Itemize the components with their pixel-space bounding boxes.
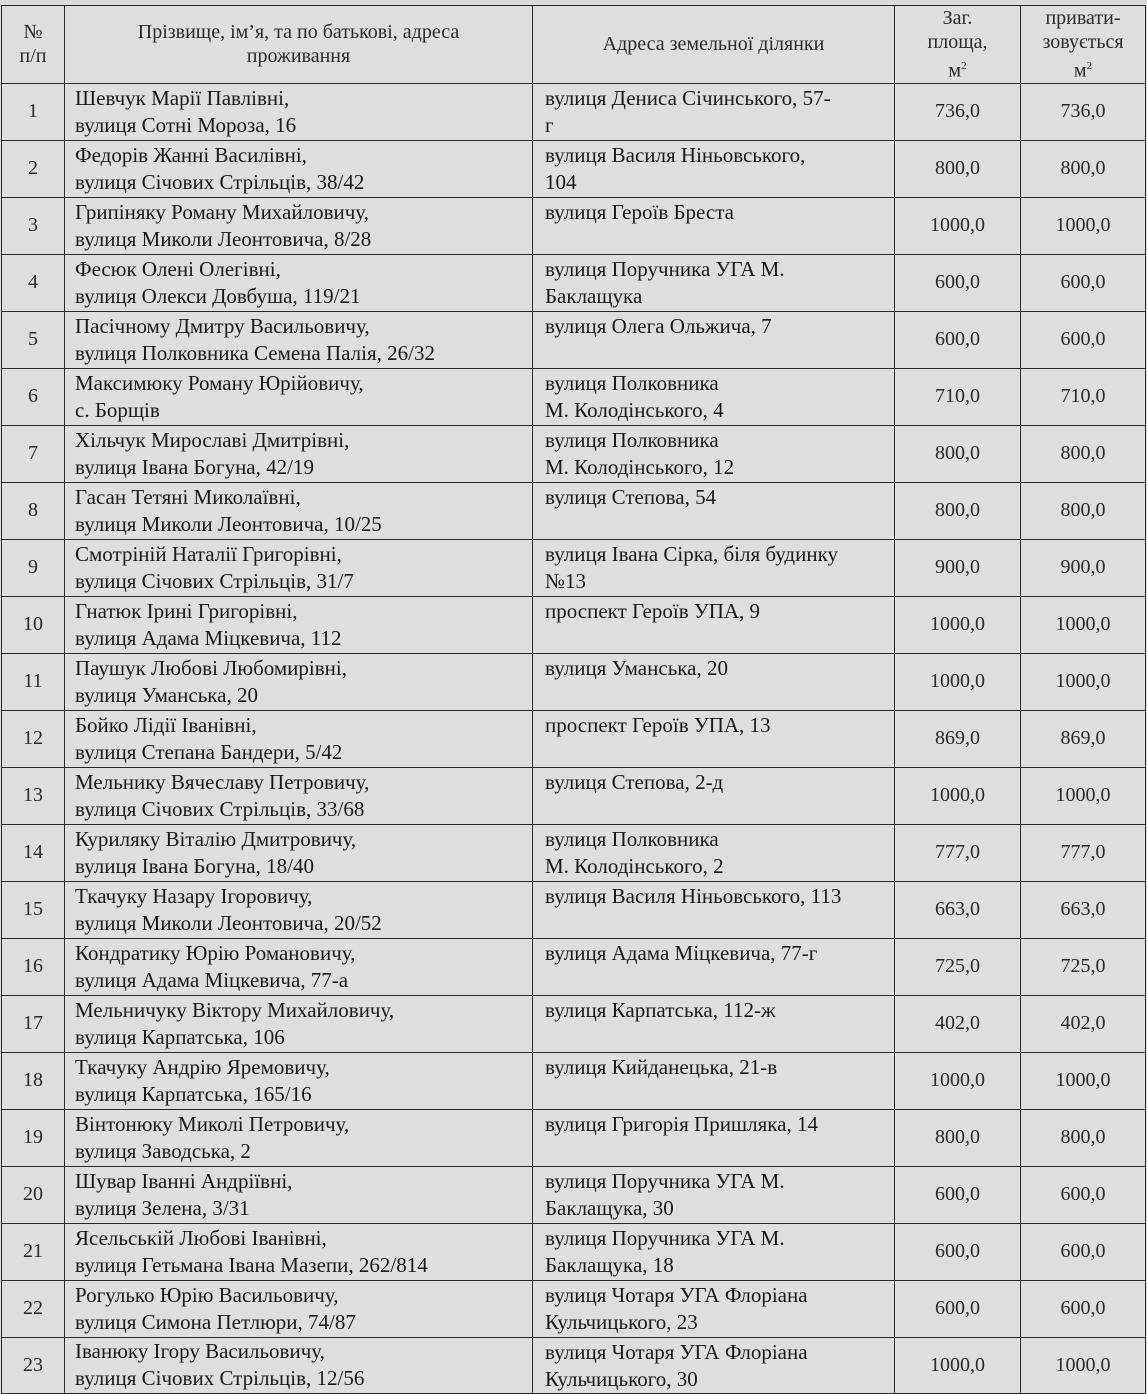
person-name: Мельнику Вячеславу Петровичу,	[75, 769, 370, 794]
row-total-area: 1000,0	[895, 1337, 1021, 1393]
header-name	[65, 6, 533, 84]
person-name: Фесюк Олені Олегівні,	[75, 256, 281, 281]
row-total-area: 600,0	[895, 311, 1021, 368]
plot-address-line1: вулиця Адама Міцкевича, 77-г	[545, 940, 818, 965]
row-total-area: 900,0	[895, 539, 1021, 596]
plot-address-line1: вулиця Григорія Пришляка, 14	[545, 1111, 818, 1136]
row-privatized-area: 800,0	[1021, 482, 1146, 539]
plot-address-line1: вулиця Степова, 54	[545, 484, 717, 509]
row-person	[65, 653, 533, 710]
row-plot-address	[533, 1337, 895, 1393]
row-plot-address	[533, 1109, 895, 1166]
plot-address-line2: 104	[545, 169, 577, 194]
row-number: 17	[2, 995, 65, 1052]
header-number-line1: №	[23, 21, 43, 44]
row-plot-address	[533, 653, 895, 710]
row-person	[65, 1280, 533, 1337]
table-row	[2, 710, 1146, 767]
row-plot-address	[533, 83, 895, 140]
row-person	[65, 311, 533, 368]
land-plots-table	[1, 5, 1146, 1394]
person-residence: вулиця Степана Бандери, 5/42	[75, 739, 343, 764]
row-person	[65, 995, 533, 1052]
plot-address-line1: вулиця Чотаря УГА Флоріана	[545, 1339, 808, 1364]
table-row	[2, 881, 1146, 938]
plot-address-line1: вулиця Героїв Бреста	[545, 199, 734, 224]
row-number: 18	[2, 1052, 65, 1109]
row-number: 19	[2, 1109, 65, 1166]
row-privatized-area: 736,0	[1021, 83, 1146, 140]
row-number: 15	[2, 881, 65, 938]
header-priv-unit	[1021, 54, 1145, 83]
row-number: 8	[2, 482, 65, 539]
person-residence: вулиця Січових Стрільців, 31/7	[75, 568, 354, 593]
row-person	[65, 1166, 533, 1223]
row-privatized-area: 869,0	[1021, 710, 1146, 767]
plot-address-line2: №13	[545, 568, 587, 593]
row-number: 20	[2, 1166, 65, 1223]
row-privatized-area: 900,0	[1021, 539, 1146, 596]
row-number: 4	[2, 254, 65, 311]
table-row	[2, 653, 1146, 710]
row-number: 2	[2, 140, 65, 197]
person-residence: вулиця Зелена, 3/31	[75, 1195, 250, 1220]
person-residence: вулиця Полковника Семена Палія, 26/32	[75, 340, 435, 365]
table-row	[2, 539, 1146, 596]
plot-address-line1: вулиця Полковника	[545, 826, 719, 851]
table-body	[2, 83, 1146, 1393]
row-plot-address	[533, 710, 895, 767]
row-plot-address	[533, 197, 895, 254]
person-residence: вулиця Січових Стрільців, 38/42	[75, 169, 365, 194]
row-plot-address	[533, 596, 895, 653]
header-total-unit-text: м	[948, 59, 962, 82]
plot-address-line1: проспект Героїв УПА, 9	[545, 598, 761, 623]
person-name: Кондратику Юрію Романовичу,	[75, 940, 356, 965]
row-number: 14	[2, 824, 65, 881]
row-person	[65, 1223, 533, 1280]
row-plot-address	[533, 938, 895, 995]
plot-address-line1: вулиця Івана Сірка, біля будинку	[545, 541, 838, 566]
row-plot-address	[533, 995, 895, 1052]
row-number: 13	[2, 767, 65, 824]
row-plot-address	[533, 140, 895, 197]
header-total-unit	[895, 54, 1020, 83]
plot-address-line1: вулиця Поручника УГА М.	[545, 1168, 785, 1193]
row-total-area: 800,0	[895, 482, 1021, 539]
person-name: Ясельській Любові Іванівні,	[75, 1225, 327, 1250]
person-name: Гнатюк Ірині Григорівні,	[75, 598, 298, 623]
row-privatized-area: 402,0	[1021, 995, 1146, 1052]
table-row	[2, 1337, 1146, 1393]
table-row	[2, 938, 1146, 995]
person-residence: вулиця Адама Міцкевича, 112	[75, 625, 342, 650]
row-person	[65, 881, 533, 938]
row-person	[65, 1109, 533, 1166]
header-number-line2: п/п	[19, 45, 47, 68]
plot-address-line2: М. Колодінського, 12	[545, 454, 735, 479]
row-privatized-area: 1000,0	[1021, 1337, 1146, 1393]
plot-address-line1: вулиця Кийданецька, 21-в	[545, 1054, 778, 1079]
table-row	[2, 140, 1146, 197]
row-total-area: 800,0	[895, 425, 1021, 482]
row-number: 16	[2, 938, 65, 995]
person-residence: вулиця Івана Богуна, 42/19	[75, 454, 314, 479]
row-person	[65, 938, 533, 995]
person-name: Пасічному Дмитру Васильовичу,	[75, 313, 370, 338]
table-row	[2, 425, 1146, 482]
header-priv-unit-sup: 2	[1086, 60, 1093, 72]
row-number: 12	[2, 710, 65, 767]
row-total-area: 600,0	[895, 1166, 1021, 1223]
person-residence: вулиця Миколи Леонтовича, 8/28	[75, 226, 372, 251]
person-name: Шевчук Марії Павлівні,	[75, 85, 290, 110]
row-number: 7	[2, 425, 65, 482]
row-person	[65, 596, 533, 653]
plot-address-line1: вулиця Карпатська, 112-ж	[545, 997, 776, 1022]
header-name-line1: Прізвище, ім’я, та по батькові, адреса	[137, 21, 460, 44]
row-number: 9	[2, 539, 65, 596]
plot-address-line2: М. Колодінського, 4	[545, 397, 724, 422]
row-number: 23	[2, 1337, 65, 1393]
table-row	[2, 1109, 1146, 1166]
row-number: 22	[2, 1280, 65, 1337]
row-plot-address	[533, 482, 895, 539]
row-plot-address	[533, 425, 895, 482]
row-privatized-area: 1000,0	[1021, 596, 1146, 653]
row-privatized-area: 1000,0	[1021, 1052, 1146, 1109]
person-residence: вулиця Миколи Леонтовича, 20/52	[75, 910, 382, 935]
row-person	[65, 254, 533, 311]
plot-address-line1: вулиця Олега Ольжича, 7	[545, 313, 772, 338]
row-privatized-area: 777,0	[1021, 824, 1146, 881]
table-row	[2, 1223, 1146, 1280]
header-total-line1: Заг.	[942, 7, 973, 29]
person-name: Бойко Лідії Іванівні,	[75, 712, 257, 737]
header-plot-address-text: Адреса земельної ділянки	[602, 33, 825, 56]
row-plot-address	[533, 1052, 895, 1109]
row-privatized-area: 725,0	[1021, 938, 1146, 995]
person-residence: вулиця Гетьмана Івана Мазепи, 262/814	[75, 1252, 428, 1277]
table-row	[2, 1280, 1146, 1337]
plot-address-line2: М. Колодінського, 2	[545, 853, 724, 878]
row-privatized-area: 710,0	[1021, 368, 1146, 425]
person-residence: вулиця Івана Богуна, 18/40	[75, 853, 314, 878]
plot-address-line1: вулиця Поручника УГА М.	[545, 256, 785, 281]
person-name: Ткачуку Андрію Яремовичу,	[75, 1054, 330, 1079]
row-total-area: 402,0	[895, 995, 1021, 1052]
row-person	[65, 767, 533, 824]
header-number	[2, 6, 65, 84]
row-number: 10	[2, 596, 65, 653]
person-residence: вулиця Заводська, 2	[75, 1138, 251, 1163]
table-header	[2, 6, 1146, 84]
table-row	[2, 767, 1146, 824]
table-row	[2, 254, 1146, 311]
plot-address-line1: вулиця Полковника	[545, 427, 719, 452]
table-row	[2, 995, 1146, 1052]
row-privatized-area: 1000,0	[1021, 197, 1146, 254]
row-person	[65, 482, 533, 539]
row-plot-address	[533, 767, 895, 824]
row-total-area: 663,0	[895, 881, 1021, 938]
header-row	[2, 6, 1146, 84]
person-name: Вінтонюку Миколі Петровичу,	[75, 1111, 350, 1136]
row-plot-address	[533, 254, 895, 311]
plot-address-line1: вулиця Поручника УГА М.	[545, 1225, 785, 1250]
person-name: Рогулько Юрію Васильовичу,	[75, 1282, 339, 1307]
row-person	[65, 368, 533, 425]
plot-address-line1: вулиця Степова, 2-д	[545, 769, 724, 794]
table-row	[2, 83, 1146, 140]
person-name: Максимюку Роману Юрійовичу,	[75, 370, 364, 395]
plot-address-line2: вулиця Уманська, 20	[545, 655, 728, 680]
person-residence: вулиця Січових Стрільців, 12/56	[75, 1366, 365, 1391]
row-plot-address	[533, 311, 895, 368]
table-row	[2, 1166, 1146, 1223]
row-person	[65, 1337, 533, 1393]
row-privatized-area: 600,0	[1021, 1280, 1146, 1337]
header-privatized-area	[1021, 6, 1146, 84]
row-total-area: 1000,0	[895, 1052, 1021, 1109]
row-total-area: 736,0	[895, 83, 1021, 140]
plot-address-line1: вулиця Чотаря УГА Флоріана	[545, 1282, 808, 1307]
header-priv-unit-text: м	[1073, 59, 1087, 82]
person-residence: с. Борщів	[75, 397, 160, 422]
table-row	[2, 824, 1146, 881]
row-person	[65, 83, 533, 140]
row-plot-address	[533, 368, 895, 425]
row-person	[65, 197, 533, 254]
person-residence: вулиця Карпатська, 106	[75, 1024, 285, 1049]
plot-address-line2: Баклащука, 18	[545, 1252, 674, 1277]
row-total-area: 777,0	[895, 824, 1021, 881]
header-name-line2: проживання	[246, 45, 351, 68]
row-number: 11	[2, 653, 65, 710]
table-row	[2, 368, 1146, 425]
row-privatized-area: 800,0	[1021, 425, 1146, 482]
table-row	[2, 596, 1146, 653]
row-person	[65, 710, 533, 767]
row-total-area: 600,0	[895, 1223, 1021, 1280]
row-plot-address	[533, 539, 895, 596]
row-person	[65, 1052, 533, 1109]
table-row	[2, 311, 1146, 368]
row-person	[65, 425, 533, 482]
header-total-line2: площа,	[927, 31, 988, 53]
row-total-area: 1000,0	[895, 767, 1021, 824]
person-name: Паушук Любові Любомирівні,	[75, 655, 347, 680]
row-privatized-area: 600,0	[1021, 311, 1146, 368]
row-total-area: 600,0	[895, 254, 1021, 311]
person-residence: вулиця Сотні Мороза, 16	[75, 112, 297, 137]
row-number: 21	[2, 1223, 65, 1280]
table-row	[2, 482, 1146, 539]
row-total-area: 710,0	[895, 368, 1021, 425]
header-total-area	[895, 6, 1021, 84]
person-name: Шувар Іванні Андріївні,	[75, 1168, 293, 1193]
plot-address-line1: проспект Героїв УПА, 13	[545, 712, 771, 737]
row-total-area: 600,0	[895, 1280, 1021, 1337]
header-priv-line2: зовується	[1042, 31, 1124, 53]
row-plot-address	[533, 881, 895, 938]
row-plot-address	[533, 824, 895, 881]
plot-address-line2: Баклащука	[545, 283, 643, 308]
row-privatized-area: 600,0	[1021, 1166, 1146, 1223]
person-residence: вулиця Карпатська, 165/16	[75, 1081, 312, 1106]
row-plot-address	[533, 1223, 895, 1280]
row-privatized-area: 1000,0	[1021, 767, 1146, 824]
table-row	[2, 1052, 1146, 1109]
person-name: Грипіняку Роману Михайловичу,	[75, 199, 369, 224]
row-plot-address	[533, 1280, 895, 1337]
row-person	[65, 140, 533, 197]
row-total-area: 725,0	[895, 938, 1021, 995]
row-total-area: 1000,0	[895, 596, 1021, 653]
person-name: Мельничуку Віктору Михайловичу,	[75, 997, 395, 1022]
person-residence: вулиця Симона Петлюри, 74/87	[75, 1309, 356, 1334]
plot-address-line1: вулиця Полковника	[545, 370, 719, 395]
row-privatized-area: 800,0	[1021, 140, 1146, 197]
row-total-area: 1000,0	[895, 653, 1021, 710]
plot-address-line2: Баклащука, 30	[545, 1195, 674, 1220]
person-residence: вулиця Адама Міцкевича, 77-а	[75, 967, 349, 992]
row-privatized-area: 800,0	[1021, 1109, 1146, 1166]
row-number: 6	[2, 368, 65, 425]
row-privatized-area: 663,0	[1021, 881, 1146, 938]
table-row	[2, 197, 1146, 254]
plot-address-line1: вулиця Василя Ніньовського, 113	[545, 883, 842, 908]
person-name: Куриляку Віталію Дмитровичу,	[75, 826, 357, 851]
person-residence: вулиця Уманська, 20	[75, 682, 258, 707]
header-plot-address	[533, 6, 895, 84]
row-privatized-area: 600,0	[1021, 254, 1146, 311]
person-name: Хільчук Мирославі Дмитрівні,	[75, 427, 350, 452]
header-total-unit-sup: 2	[961, 60, 967, 72]
row-number: 5	[2, 311, 65, 368]
row-plot-address	[533, 1166, 895, 1223]
person-residence: вулиця Олекси Довбуша, 119/21	[75, 283, 361, 308]
row-person	[65, 539, 533, 596]
row-total-area: 869,0	[895, 710, 1021, 767]
row-number: 1	[2, 83, 65, 140]
person-residence: вулиця Миколи Леонтовича, 10/25	[75, 511, 382, 536]
person-name: Ткачуку Назару Ігоровичу,	[75, 883, 313, 908]
person-name: Смотріній Наталії Григорівні,	[75, 541, 342, 566]
row-privatized-area: 1000,0	[1021, 653, 1146, 710]
plot-address-line1: вулиця Дениса Січинського, 57-	[545, 85, 831, 110]
person-name: Федорів Жанні Василівні,	[75, 142, 307, 167]
person-residence: вулиця Січових Стрільців, 33/68	[75, 796, 365, 821]
plot-address-line2: Кульчицького, 23	[545, 1309, 698, 1334]
plot-address-line1: вулиця Василя Ніньовського,	[545, 142, 806, 167]
plot-address-line2: г	[545, 112, 554, 137]
plot-address-line2: Кульчицького, 30	[545, 1366, 698, 1391]
person-name: Гасан Тетяні Миколаївні,	[75, 484, 301, 509]
header-priv-line1: привати-	[1045, 7, 1121, 29]
row-total-area: 800,0	[895, 140, 1021, 197]
row-privatized-area: 600,0	[1021, 1223, 1146, 1280]
row-person	[65, 824, 533, 881]
row-total-area: 800,0	[895, 1109, 1021, 1166]
row-total-area: 1000,0	[895, 197, 1021, 254]
person-name: Іванюку Ігору Васильовичу,	[75, 1339, 325, 1364]
row-number: 3	[2, 197, 65, 254]
